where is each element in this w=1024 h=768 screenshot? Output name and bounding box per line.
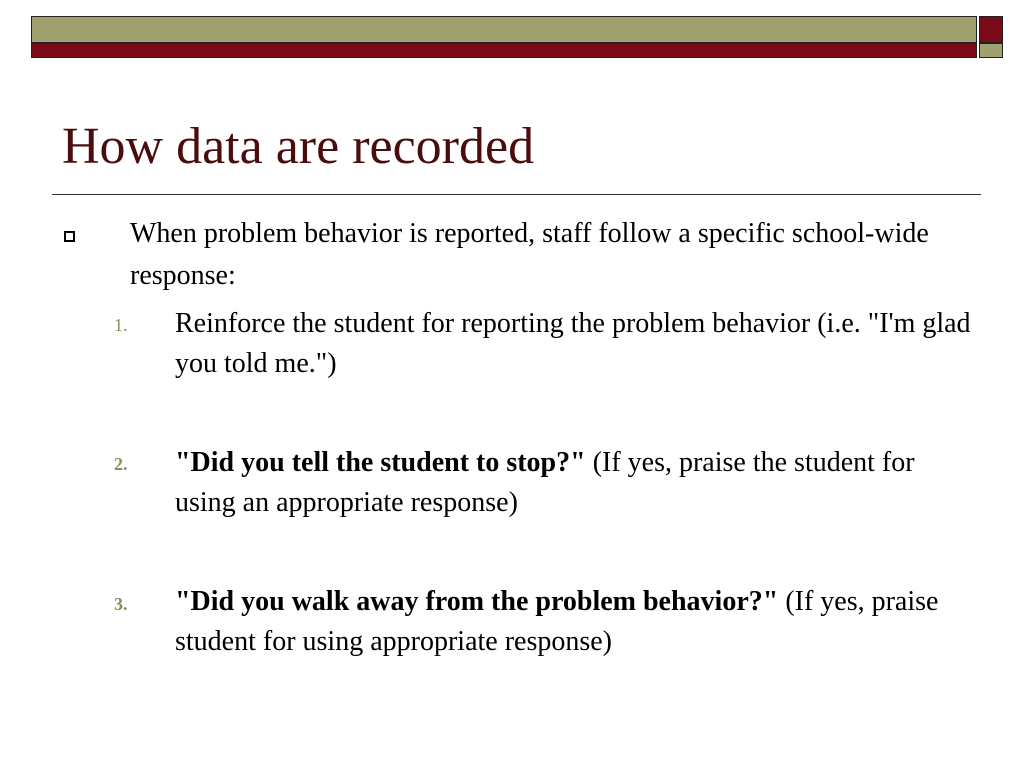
list-number-1: 1. (114, 315, 128, 335)
header-bar (31, 16, 977, 58)
header-bar-olive (31, 16, 977, 43)
slide-title: How data are recorded (62, 118, 535, 175)
list-number-3: 3. (114, 594, 128, 614)
corner-square-maroon (979, 16, 1003, 43)
title-divider (52, 194, 981, 195)
list-item-2 (175, 443, 975, 523)
list-item-3 (175, 582, 975, 662)
list-item-1 (175, 304, 975, 384)
list-item-2-text: (If yes, praise the student for using an appropriate response) (175, 447, 915, 518)
list-item-3-bold: "Did you walk away from the problem behavior?" (175, 586, 779, 617)
list-item-2-bold: "Did you tell the student to stop?" (175, 447, 586, 478)
list-item-3-text: (If yes, praise student for using appropriate response) (175, 586, 939, 657)
list-number-2: 2. (114, 454, 128, 474)
list-item-1-text: Reinforce the student for reporting the problem behavior (i.e. "I'm glad you told me.") (175, 308, 971, 379)
header-bar-maroon (31, 43, 977, 58)
hollow-square-bullet-icon (64, 231, 75, 242)
main-bullet-text: When problem behavior is reported, staff follow a specific school-wide response: (130, 218, 929, 291)
corner-square-olive (979, 43, 1003, 58)
